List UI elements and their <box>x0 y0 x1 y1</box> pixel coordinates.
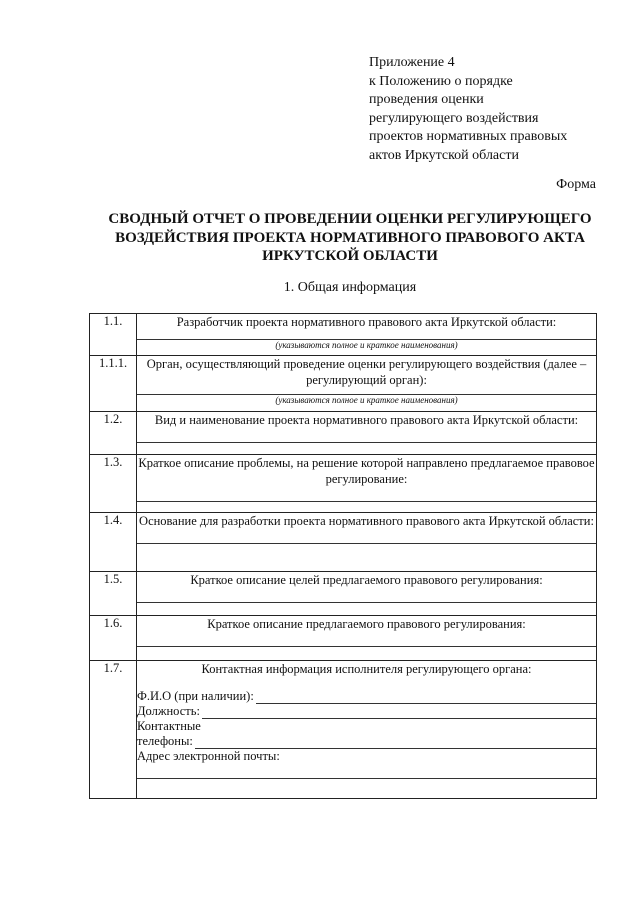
row-number: 1.1.1. <box>90 356 137 412</box>
fill-line[interactable] <box>137 487 596 502</box>
email-input-line[interactable] <box>137 764 596 779</box>
row-number: 1.4. <box>90 513 137 572</box>
table-row <box>90 314 597 356</box>
email-label: Адрес электронной почты: <box>137 749 280 763</box>
fio-input-line[interactable] <box>256 691 596 704</box>
row-text: Краткое описание предлагаемого правового регулирования: <box>207 617 526 631</box>
fill-line[interactable] <box>137 330 596 340</box>
fill-line[interactable] <box>137 588 596 603</box>
document-title <box>60 210 640 266</box>
contact-position-field <box>137 704 596 719</box>
row-text: Контактная информация исполнителя регулирующего органа: <box>201 662 532 676</box>
position-label: Должность: <box>137 704 200 718</box>
form-label: Форма <box>556 177 596 192</box>
row-note: (указываются полное и краткое наименования) <box>275 340 458 350</box>
row-number: 1.3. <box>90 455 137 513</box>
row-text: Краткое описание целей предлагаемого правового регулирования: <box>190 573 543 587</box>
row-text: Вид и наименование проекта нормативного правового акта Иркутской области: <box>154 413 579 427</box>
phones-label: телефоны: <box>137 734 193 748</box>
fill-line[interactable] <box>137 388 596 395</box>
row-content <box>137 412 597 455</box>
row-number: 1.6. <box>90 616 137 661</box>
table-row <box>90 661 597 799</box>
contact-fio-field <box>137 689 596 704</box>
row-number: 1.5. <box>90 572 137 616</box>
appendix-line: проведения оценки <box>369 92 484 107</box>
row-text: Разработчик проекта нормативного правового акта Иркутской области: <box>176 315 557 329</box>
phones-input-line[interactable] <box>195 736 596 749</box>
title-line: ИРКУТСКОЙ ОБЛАСТИ <box>262 248 438 264</box>
appendix-header <box>369 54 567 165</box>
title-line: СВОДНЫЙ ОТЧЕТ О ПРОВЕДЕНИИ ОЦЕНКИ РЕГУЛИРУЮЩЕГО <box>108 211 592 227</box>
general-info-table <box>89 313 597 799</box>
appendix-line: регулирующего воздействия <box>369 110 539 126</box>
row-text: Орган, осуществляющий проведение оценки регулирующего воздействия (далее – регулирующий орган): <box>146 357 587 387</box>
section-title: 1. Общая информация <box>283 280 417 295</box>
row-content <box>137 314 597 356</box>
appendix-line: проектов нормативных правовых <box>369 129 568 144</box>
row-content <box>137 513 597 572</box>
title-line: ВОЗДЕЙСТВИЯ ПРОЕКТА НОРМАТИВНОГО ПРАВОВОГО АКТА <box>115 229 585 246</box>
appendix-line: к Положению о порядке <box>369 73 513 89</box>
table-row <box>90 616 597 661</box>
row-number: 1.7. <box>90 661 137 799</box>
fill-line[interactable] <box>137 428 596 443</box>
fill-line[interactable] <box>137 632 596 647</box>
position-input-line[interactable] <box>202 706 596 719</box>
table-row <box>90 513 597 572</box>
contact-phones-field <box>137 734 596 749</box>
row-content <box>137 616 597 661</box>
row-number: 1.2. <box>90 412 137 455</box>
fio-label: Ф.И.О (при наличии): <box>137 689 254 703</box>
fill-line[interactable] <box>137 529 596 544</box>
row-note: (указываются полное и краткое наименования) <box>275 395 458 405</box>
row-content <box>137 572 597 616</box>
row-text: Основание для разработки проекта нормативного правового акта Иркутской области: <box>139 514 594 528</box>
row-content <box>137 356 597 412</box>
row-number: 1.1. <box>90 314 137 356</box>
table-row <box>90 455 597 513</box>
appendix-line: актов Иркутской области <box>369 147 519 163</box>
table-row <box>90 356 597 412</box>
table-row <box>90 572 597 616</box>
phones-label-line1: Контактные <box>137 719 201 733</box>
row-text: Краткое описание проблемы, на решение которой направлено предлагаемое правовое регулирование: <box>138 456 595 486</box>
table-row <box>90 412 597 455</box>
row-content <box>137 661 597 799</box>
row-content <box>137 455 597 513</box>
appendix-line: Приложение 4 <box>369 55 455 70</box>
